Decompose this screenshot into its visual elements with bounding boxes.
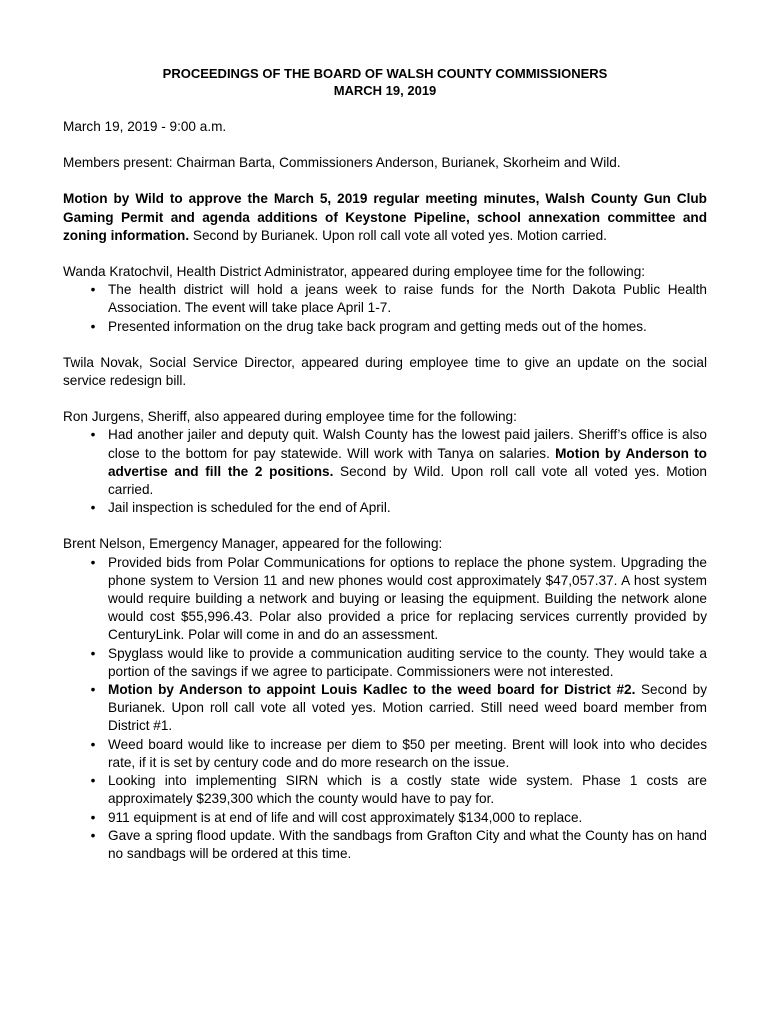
bullet-icon: • [90, 500, 96, 516]
bullet-icon: • [90, 682, 96, 698]
bullet-icon: • [90, 318, 96, 334]
motion-result: Second by Burianek. Upon roll call vote all voted yes. Motion carried. Still need weed board member from District #1. [108, 682, 708, 734]
social-service-paragraph: Twila Novak, Social Service Director, appeared during employee time to give an update on the social service redesign bill. [63, 354, 707, 389]
list-item-text: Jail inspection is scheduled for the end of April. [108, 500, 391, 516]
list-item-text: Gave a spring flood update. With the sandbags from Grafton City and what the County has on hand no sandbags will be ordered at this time. [108, 827, 707, 861]
bullet-icon: • [90, 736, 96, 752]
motion-result: Second by Burianek. Upon roll call vote all voted yes. Motion carried. [189, 227, 607, 243]
motion-text: Motion by Anderson to appoint Louis Kadlec to the weed board for District #2. [108, 682, 636, 698]
motion-approve-minutes [63, 190, 707, 245]
motion-text: Motion by Anderson to advertise and fill the 2 positions. [108, 445, 707, 479]
list-item [90, 426, 707, 499]
list-item-text: Had another jailer and deputy quit. Walsh County has the lowest paid jailers. Sheriff’s office is also close to the bottom for pay statewide. Will work with Tanya on salaries. [108, 427, 707, 461]
motion-result: Second by Wild. Upon roll call vote all voted yes. Motion carried. [108, 463, 707, 498]
document-title: PROCEEDINGS OF THE BOARD OF WALSH COUNTY COMMISSIONERS [162, 66, 608, 81]
list-item-text: 911 equipment is at end of life and will cost approximately $134,000 to replace. [108, 809, 583, 825]
list-item [90, 645, 707, 681]
list-item-text: Weed board would like to increase per diem to $50 per meeting. Brent will look into who decides rate, if it is set by century code and do more research on the issue. [108, 736, 707, 770]
list-item [90, 499, 707, 517]
list-item-text: The health district will hold a jeans week to raise funds for the North Dakota Public Health Association. The event will take place April 1-7. [108, 282, 707, 316]
list-item [90, 772, 707, 808]
list-item [90, 681, 708, 736]
emergency-manager-intro: Brent Nelson, Emergency Manager, appeared for the following: [63, 536, 443, 552]
list-item-text: Spyglass would like to provide a communication auditing service to the county. They would take a portion of the savings if we agree to participate. Commissioners were not interested. [108, 645, 707, 679]
list-item-text: Provided bids from Polar Communications for options to replace the phone system. Upgrading the phone system to Version 11 and new phones would cost approximately $47,057.37. A host system would require building a network and buying or leasing the equipment. Building the network alone would cost $55,996.43. Polar also provided a price for replacing services currently provided by CenturyLink. Polar will come in and do an assessment. [108, 554, 707, 643]
bullet-icon: • [90, 282, 96, 298]
bullet-icon: • [90, 427, 96, 443]
meeting-datetime: March 19, 2019 - 9:00 a.m. [63, 119, 227, 134]
bullet-icon: • [90, 827, 96, 843]
emergency-manager-list [63, 554, 707, 863]
bullet-icon: • [90, 809, 96, 825]
document-date-heading: MARCH 19, 2019 [333, 83, 437, 98]
members-present: Members present: Chairman Barta, Commissioners Anderson, Burianek, Skorheim and Wild. [63, 155, 621, 171]
list-item [90, 554, 707, 645]
motion-text: Motion by Wild to approve the March 5, 2019 regular meeting minutes, Walsh County Gun Club Gaming Permit and agenda additions of Keystone Pipeline, school annexation committee and zoning information. [63, 191, 707, 243]
list-item [90, 827, 707, 863]
sheriff-intro: Ron Jurgens, Sheriff, also appeared during employee time for the following: [63, 409, 517, 425]
list-item [90, 809, 707, 827]
sheriff-list [63, 426, 707, 517]
list-item-text: Presented information on the drug take back program and getting meds out of the homes. [108, 318, 647, 334]
list-item [90, 736, 707, 772]
list-item-text: Looking into implementing SIRN which is a costly state wide system. Phase 1 costs are approximately $239,300 which the county would have to pay for. [108, 773, 707, 807]
bullet-icon: • [90, 773, 96, 789]
list-item [90, 318, 707, 336]
list-item [90, 281, 707, 317]
bullet-icon: • [90, 645, 96, 661]
health-district-list [63, 281, 707, 336]
health-district-intro: Wanda Kratochvil, Health District Administrator, appeared during employee time for the following: [63, 264, 646, 280]
bullet-icon: • [90, 554, 96, 570]
